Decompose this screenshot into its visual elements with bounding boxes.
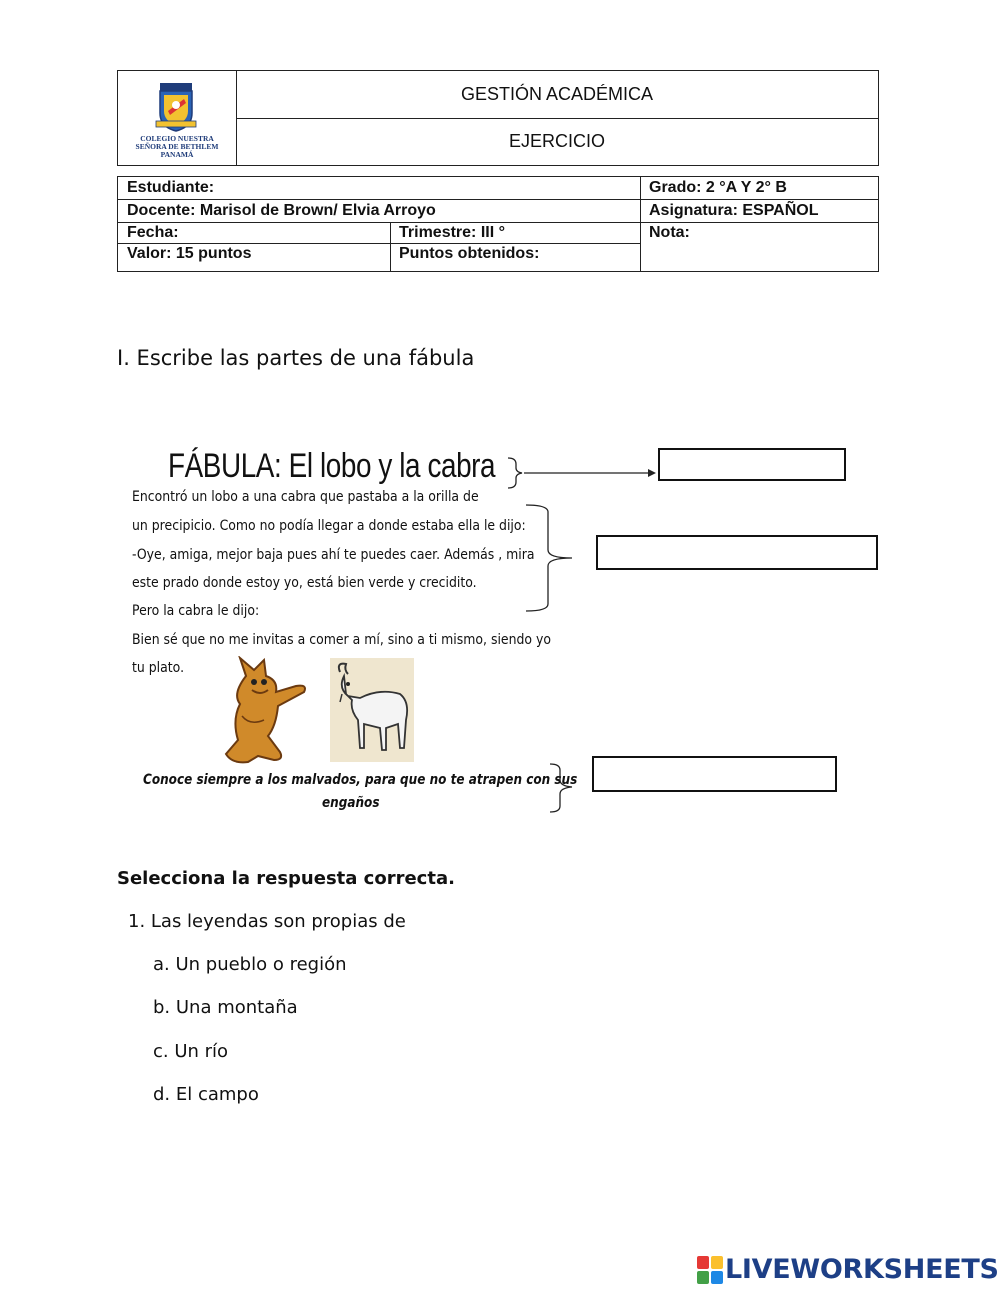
answer-option-a[interactable]: a. Un pueblo o región	[153, 954, 347, 975]
date-field: Fecha:	[127, 223, 179, 241]
fable-part-answer-title[interactable]	[658, 448, 846, 481]
goat-illustration	[330, 658, 414, 762]
wolf-illustration	[218, 656, 314, 764]
fable-line: Bien sé que no me invitas a comer a mí, sino a ti mismo, siendo yo	[132, 632, 552, 648]
answer-option-b[interactable]: b. Una montaña	[153, 997, 298, 1018]
points-field: Puntos obtenidos:	[399, 245, 540, 262]
section-title-fable-parts: I. Escribe las partes de una fábula	[117, 346, 475, 370]
fable-title: FÁBULA: El lobo y la cabra	[168, 447, 496, 485]
subject-field: Asignatura: ESPAÑOL	[649, 201, 819, 219]
brand-name: LIVEWORKSHEETS	[725, 1254, 999, 1285]
term-field: Trimestre: III °	[399, 223, 505, 241]
question-1: 1. Las leyendas son propias de	[128, 911, 406, 932]
note-field: Nota:	[649, 223, 690, 241]
fable-moral: Conoce siempre a los malvados, para que no te atrapen con sus	[143, 772, 578, 788]
fable-line: -Oye, amiga, mejor baja pues ahí te puedes caer. Además , mira	[132, 547, 535, 563]
fable-moral: engaños	[322, 795, 380, 811]
fable-line: este prado donde estoy yo, está bien verde y crecidito.	[132, 575, 477, 591]
fable-line: Pero la cabra le dijo:	[132, 603, 260, 619]
school-name: COLEGIO NUESTRA SEÑORA DE BETHLEM PANAMÁ	[135, 134, 219, 159]
liveworksheets-logo-icon	[697, 1256, 723, 1284]
fable-line: Encontró un lobo a una cabra que pastaba a la orilla de	[132, 489, 479, 505]
header-title: GESTIÓN ACADÉMICA	[236, 71, 878, 119]
student-field: Estudiante:	[127, 179, 215, 196]
value-field: Valor: 15 puntos	[127, 245, 252, 262]
section-title-select: Selecciona la respuesta correcta.	[117, 868, 455, 889]
fable-line: un precipicio. Como no podía llegar a donde estaba ella le dijo:	[132, 518, 526, 534]
fable-line: tu plato.	[132, 660, 185, 676]
teacher-field: Docente: Marisol de Brown/ Elvia Arroyo	[127, 201, 436, 219]
liveworksheets-brand	[697, 1254, 999, 1285]
student-info-table	[117, 176, 879, 272]
answer-option-d[interactable]: d. El campo	[153, 1084, 259, 1105]
grade-field: Grado: 2 °A Y 2° B	[649, 179, 787, 196]
answer-option-c[interactable]: c. Un río	[153, 1041, 229, 1062]
header-box	[117, 70, 879, 166]
fable-part-answer-moral[interactable]	[592, 756, 837, 792]
school-logo-cell	[118, 71, 237, 165]
fable-part-answer-body[interactable]	[596, 535, 878, 570]
header-subtitle: EJERCICIO	[508, 131, 605, 151]
school-crest-icon	[154, 81, 198, 133]
